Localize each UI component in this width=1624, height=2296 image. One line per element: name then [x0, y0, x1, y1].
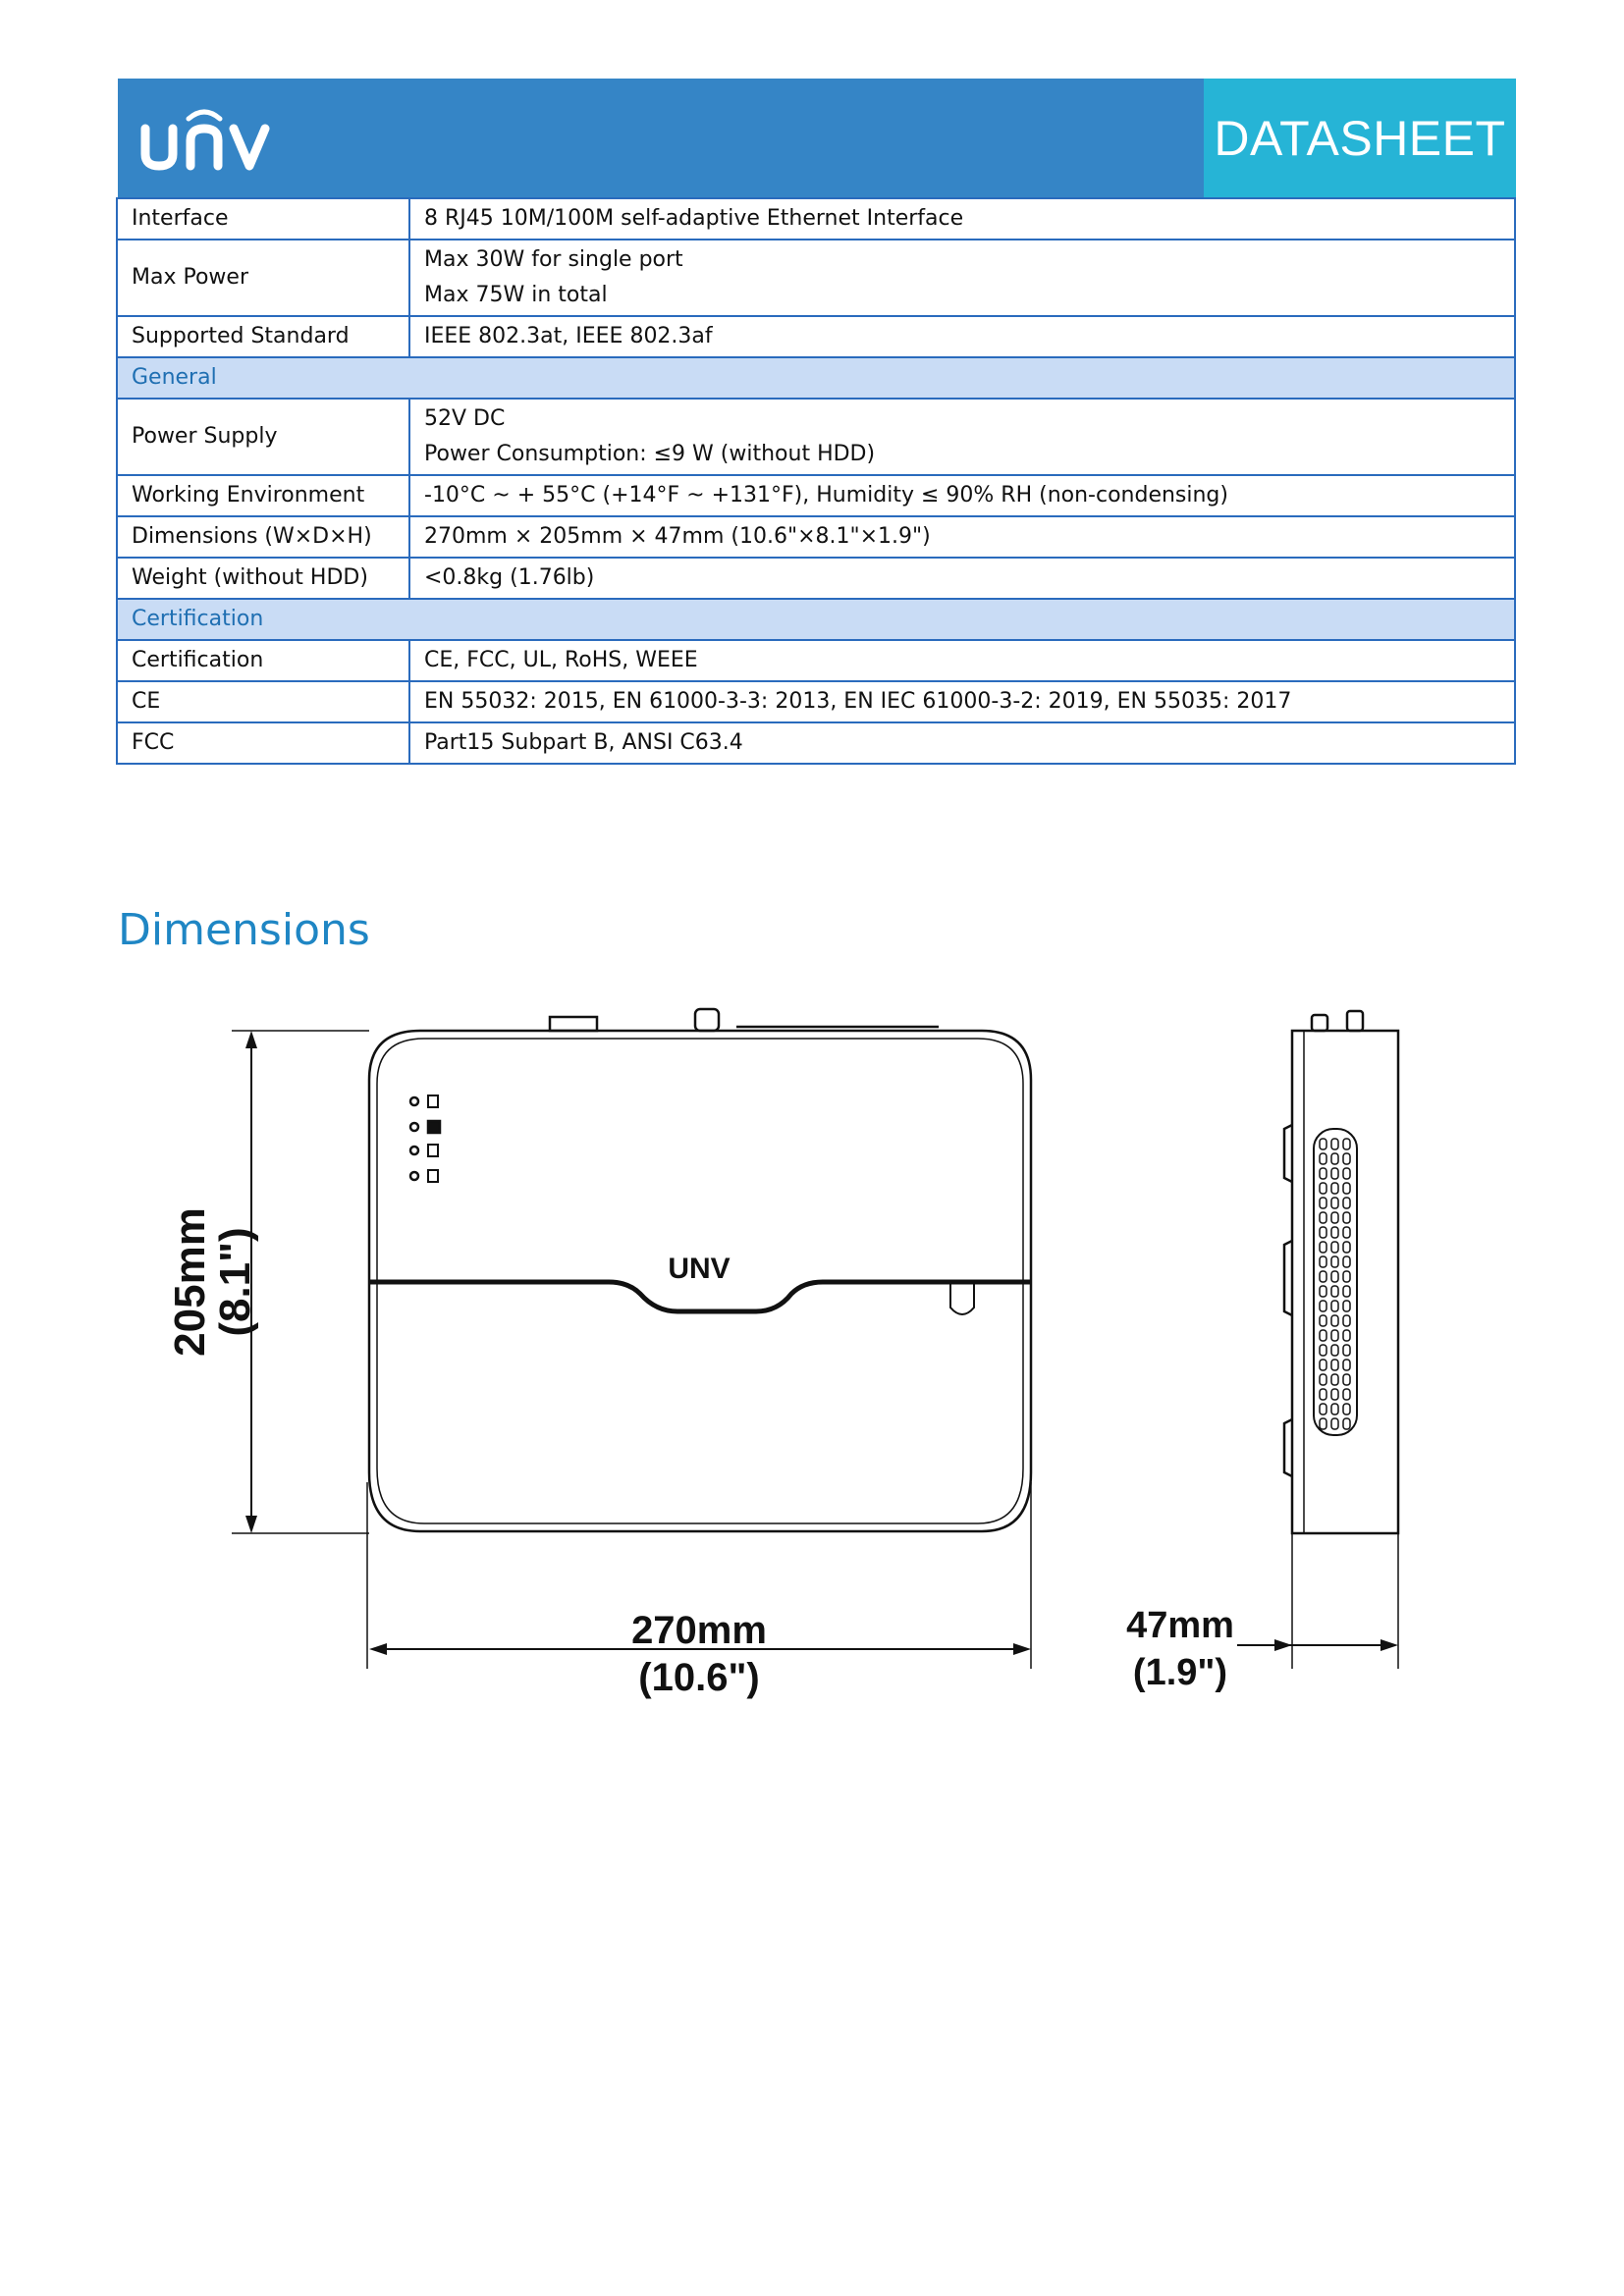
vent-slot	[1331, 1404, 1338, 1415]
vent-slot	[1331, 1227, 1338, 1238]
vent-slot	[1343, 1256, 1350, 1267]
vent-slot	[1320, 1418, 1326, 1429]
spec-label: Weight (without HDD)	[117, 558, 409, 599]
spec-value: 52V DC	[424, 406, 506, 431]
vent-slot	[1331, 1183, 1338, 1194]
vent-slot	[1343, 1374, 1350, 1385]
spec-value: 8 RJ45 10M/100M self-adaptive Ethernet Interface	[424, 206, 964, 231]
height-mm-label: 47mm	[1126, 1605, 1234, 1646]
vent-slot	[1343, 1242, 1350, 1253]
dimensions-heading: Dimensions	[118, 905, 370, 955]
vent-slot	[1320, 1212, 1326, 1223]
vent-slot	[1320, 1198, 1326, 1208]
spec-label: Supported Standard	[117, 316, 409, 357]
vent-slot	[1331, 1153, 1338, 1164]
spec-value: Power Consumption: ≤9 W (without HDD)	[424, 442, 876, 466]
device-logo: UNV	[668, 1253, 731, 1285]
top-connector-left	[550, 1017, 597, 1031]
top-connector-knob	[695, 1009, 719, 1031]
vent-slot	[1320, 1389, 1326, 1400]
vent-slot	[1331, 1271, 1338, 1282]
vent-slot	[1320, 1301, 1326, 1311]
vent-slot	[1320, 1139, 1326, 1149]
depth-mm-label: 205mm	[166, 1207, 214, 1357]
vent-slot	[1320, 1153, 1326, 1164]
vent-slot	[1320, 1345, 1326, 1356]
vent-slot	[1320, 1315, 1326, 1326]
spec-value: Max 30W for single port	[424, 247, 683, 272]
spec-value: CE, FCC, UL, RoHS, WEEE	[424, 648, 698, 672]
vent-slot	[1331, 1418, 1338, 1429]
vent-slot	[1320, 1227, 1326, 1238]
spec-label: Power Supply	[117, 399, 409, 475]
vent-slot	[1343, 1286, 1350, 1297]
vent-slot	[1343, 1404, 1350, 1415]
vent-slot	[1343, 1153, 1350, 1164]
spec-value: -10°C ~ + 55°C (+14°F ~ +131°F), Humidity ≤ 90% RH (non-condensing)	[424, 483, 1228, 507]
vent-slot	[1331, 1242, 1338, 1253]
vent-slot	[1320, 1256, 1326, 1267]
vent-slot	[1343, 1418, 1350, 1429]
vent-slot	[1343, 1360, 1350, 1370]
spec-label: Dimensions (W×D×H)	[117, 516, 409, 558]
height-in-label: (1.9")	[1132, 1652, 1228, 1693]
vent-slot	[1320, 1286, 1326, 1297]
datasheet-badge-text: DATASHEET	[1214, 111, 1506, 166]
spec-label: Working Environment	[117, 475, 409, 516]
vent-slot	[1343, 1183, 1350, 1194]
vent-slot	[1331, 1198, 1338, 1208]
spec-value: Max 75W in total	[424, 283, 608, 307]
vent-slot	[1343, 1227, 1350, 1238]
vent-slot	[1320, 1183, 1326, 1194]
vent-slot	[1343, 1301, 1350, 1311]
vent-slot	[1343, 1315, 1350, 1326]
vent-slot	[1331, 1374, 1338, 1385]
vent-slot	[1343, 1271, 1350, 1282]
vent-slot	[1331, 1345, 1338, 1356]
width-mm-label: 270mm	[631, 1609, 767, 1652]
vent-slot	[1343, 1212, 1350, 1223]
spec-value: <0.8kg (1.76lb)	[424, 565, 595, 590]
vent-slot	[1331, 1286, 1338, 1297]
spec-value: IEEE 802.3at, IEEE 802.3af	[424, 324, 713, 348]
vent-slot	[1343, 1139, 1350, 1149]
vent-slot	[1343, 1198, 1350, 1208]
vent-slot	[1331, 1212, 1338, 1223]
vent-slot	[1343, 1330, 1350, 1341]
vent-slot	[1331, 1256, 1338, 1267]
vent-slot	[1320, 1242, 1326, 1253]
vent-slot	[1331, 1389, 1338, 1400]
vent-slot	[1343, 1389, 1350, 1400]
spec-label: FCC	[117, 722, 409, 764]
spec-label: Max Power	[117, 240, 409, 316]
spec-value: Part15 Subpart B, ANSI C63.4	[424, 730, 743, 755]
depth-in-label: (8.1")	[211, 1227, 259, 1337]
vent-slot	[1331, 1168, 1338, 1179]
front-view-divider	[369, 1282, 1031, 1311]
spec-label: CE	[117, 681, 409, 722]
vent-slot	[1331, 1139, 1338, 1149]
vent-slot	[1320, 1374, 1326, 1385]
vent-slot	[1331, 1360, 1338, 1370]
width-in-label: (10.6")	[638, 1656, 760, 1699]
spec-label: Interface	[117, 198, 409, 240]
vent-slot	[1331, 1301, 1338, 1311]
spec-value: 270mm × 205mm × 47mm (10.6"×8.1"×1.9")	[424, 524, 931, 549]
spec-label: Certification	[117, 640, 409, 681]
vent-slot	[1320, 1271, 1326, 1282]
vent-slot	[1343, 1168, 1350, 1179]
vent-slot	[1331, 1315, 1338, 1326]
spec-value: EN 55032: 2015, EN 61000-3-3: 2013, EN IEC 61000-3-2: 2019, EN 55035: 2017	[424, 689, 1292, 714]
section-title: General	[117, 357, 1515, 399]
vent-slot	[1320, 1404, 1326, 1415]
vent-slot	[1320, 1360, 1326, 1370]
vent-slot	[1320, 1168, 1326, 1179]
vent-slot	[1320, 1330, 1326, 1341]
section-title: Certification	[117, 599, 1515, 640]
vent-slot	[1343, 1345, 1350, 1356]
vent-slot	[1331, 1330, 1338, 1341]
